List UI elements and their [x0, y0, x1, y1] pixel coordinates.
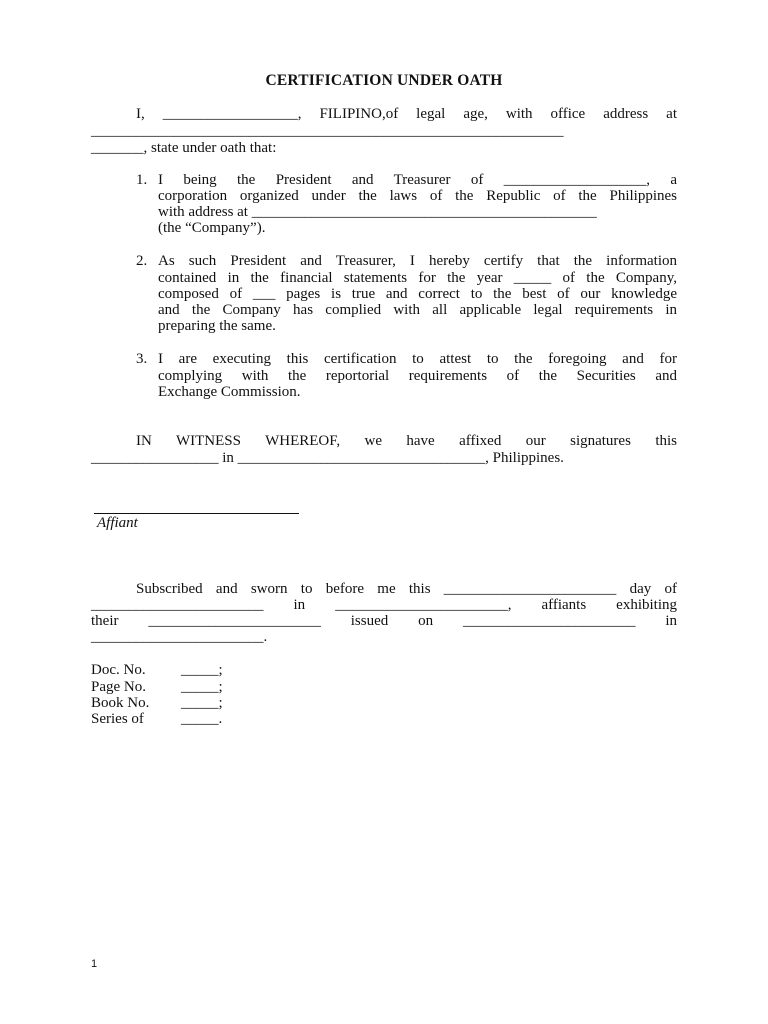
jurat-line-2: _______________________ in _______________________, affiants exhibiting [91, 597, 677, 613]
register-label: Page No. [91, 679, 146, 695]
intro-line-2: _______________________________________________________________ [91, 123, 564, 139]
register-row-page [91, 679, 223, 695]
item-2-line-5: preparing the same. [158, 318, 276, 334]
register-label: Book No. [91, 695, 150, 711]
item-1-line-3: with address at ______________________________________________ [158, 204, 597, 220]
register-value: _____; [181, 662, 223, 678]
register-label: Doc. No. [91, 662, 146, 678]
register-row-book [91, 695, 223, 711]
item-1-line-2: corporation organized under the laws of the Republic of the Philippines [158, 188, 677, 204]
item-2-line-3: composed of ___ pages is true and correct to the best of our knowledge [158, 286, 677, 302]
witness-line-1: IN WITNESS WHEREOF, we have affixed our signatures this [136, 433, 677, 449]
jurat-line-4: _______________________. [91, 629, 268, 645]
item-1-number: 1. [136, 172, 148, 188]
register-row-series [91, 711, 222, 727]
item-3-line-2: complying with the reportorial requirements of the Securities and [158, 368, 677, 384]
affiant-signature-line [94, 497, 299, 514]
register-value: _____. [181, 711, 223, 727]
item-2-line-4: and the Company has complied with all applicable legal requirements in [158, 302, 677, 318]
affiant-label: Affiant [97, 515, 138, 531]
register-row-doc [91, 662, 223, 678]
jurat-line-3: their _______________________ issued on _______________________ in [91, 613, 677, 629]
item-2-line-1: As such President and Treasurer, I hereby certify that the information [158, 253, 677, 269]
jurat-line-1: Subscribed and sworn to before me this _______________________ day of [136, 581, 677, 597]
item-3-line-3: Exchange Commission. [158, 384, 301, 400]
item-1-line-4: (the “Company”). [158, 220, 266, 236]
register-label: Series of [91, 711, 144, 727]
item-1-line-1: I being the President and Treasurer of ___________________, a [158, 172, 677, 188]
page-number: 1 [91, 958, 98, 970]
intro-line-3: _______, state under oath that: [91, 140, 277, 156]
item-3-number: 3. [136, 351, 148, 367]
document-title: CERTIFICATION UNDER OATH [265, 72, 503, 89]
intro-line-1: I, __________________, FILIPINO,of legal age, with office address at [136, 106, 677, 122]
register-value: _____; [181, 679, 223, 695]
item-2-number: 2. [136, 253, 148, 269]
register-value: _____; [181, 695, 223, 711]
item-2-line-2: contained in the financial statements for the year _____ of the Company, [158, 270, 677, 286]
item-3-line-1: I are executing this certification to attest to the foregoing and for [158, 351, 677, 367]
witness-line-2: _________________ in _________________________________, Philippines. [91, 450, 564, 466]
